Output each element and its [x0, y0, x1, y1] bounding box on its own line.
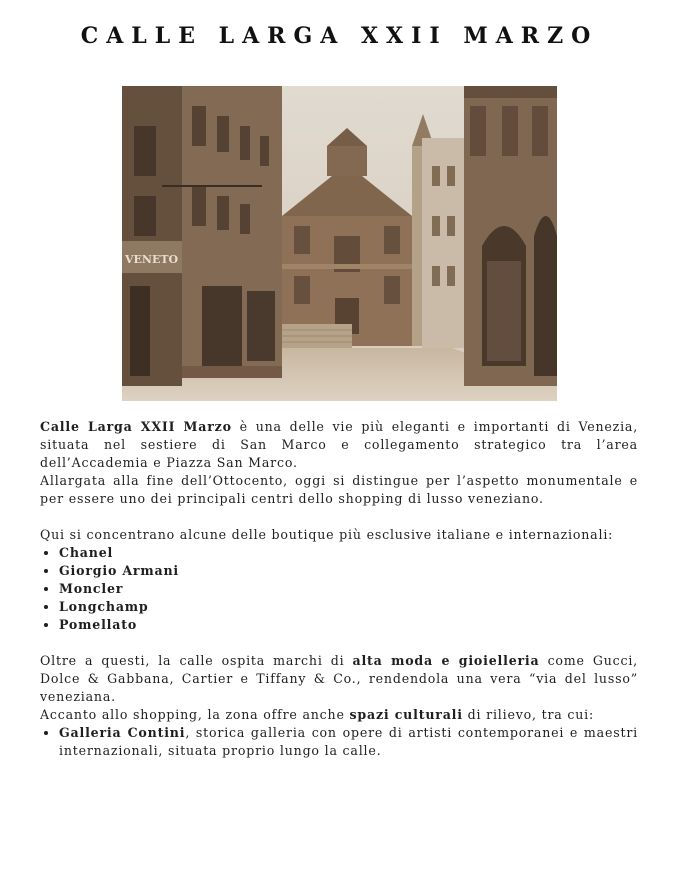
culture-paragraph [40, 706, 638, 724]
culture-pre: Accanto allo shopping, la zona offre anche [40, 707, 350, 722]
others-post: come Gucci, Dolce & Gabbana, Cartier e Tiffany & Co., rendendola una vera “via del lusso” veneziana. [40, 653, 638, 704]
boutique-name: Giorgio Armani [59, 563, 179, 578]
shop-sign: VENETO [125, 253, 179, 266]
boutique-name: Chanel [59, 545, 114, 560]
boutique-name: Longchamp [59, 599, 149, 614]
spacer [40, 508, 638, 526]
boutique-name: Moncler [59, 581, 124, 596]
list-item [59, 724, 638, 760]
cultural-spaces-list [40, 724, 638, 760]
culture-post: di rilievo, tra cui: [462, 707, 595, 722]
gallery-name: Galleria Contini [59, 725, 186, 740]
culture-bold: spazi culturali [349, 707, 463, 722]
street-name-bold: Calle Larga XXII Marzo [40, 419, 232, 434]
history-paragraph: Allargata alla fine dell’Ottocento, oggi si distingue per l’aspetto monumentale e per essere uno dei principali centri dello shopping di lusso veneziano. [40, 473, 638, 506]
list-item [59, 562, 638, 580]
others-paragraph [40, 652, 638, 706]
others-pre: Oltre a questi, la calle ospita marchi di [40, 653, 353, 668]
list-item [59, 580, 638, 598]
gallery-description: , storica galleria con opere di artisti contemporanei e maestri internazionali, situata proprio lungo la calle. [59, 725, 639, 758]
article-body [40, 418, 638, 760]
intro-paragraph [40, 418, 638, 472]
street-photo-illustration [122, 86, 557, 401]
boutique-name: Pomellato [59, 617, 138, 632]
boutique-list [40, 544, 638, 634]
page-title: CALLE LARGA XXII MARZO [80, 23, 599, 49]
list-item [59, 598, 638, 616]
intro-text: è una delle vie più eleganti e importanti di Venezia, situata nel sestiere di San Marco e collegamento strategico tra l’area dell’Accademia e Piazza San Marco. [40, 419, 639, 470]
list-item [59, 544, 638, 562]
others-bold: alta moda e gioielleria [352, 653, 540, 668]
list-item [59, 616, 638, 634]
boutiques-intro: Qui si concentrano alcune delle boutique più esclusive italiane e internazionali: [40, 527, 614, 542]
street-photo [122, 86, 557, 401]
spacer [40, 634, 638, 652]
